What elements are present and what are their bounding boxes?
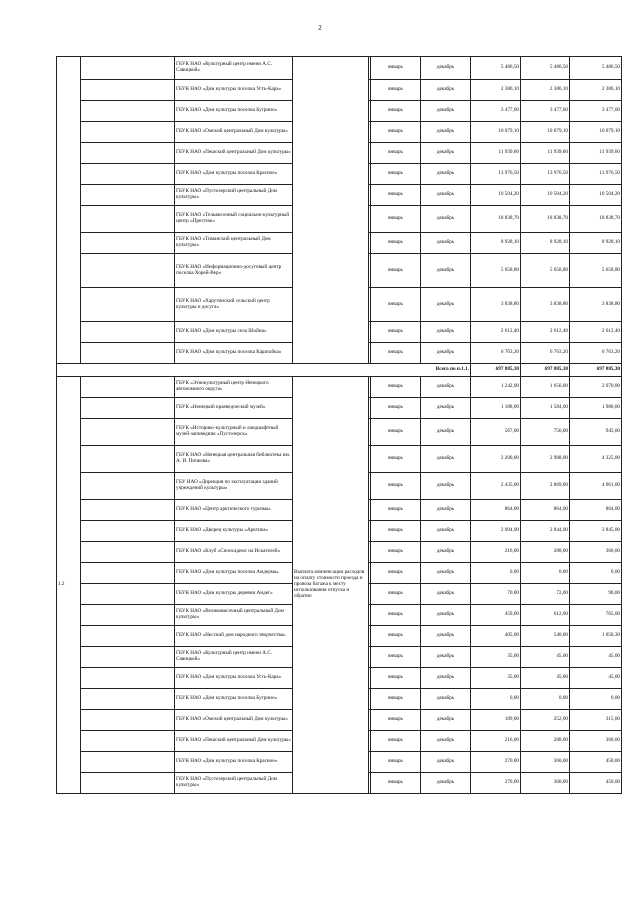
value-2-cell: 2 612,40 [521, 322, 570, 343]
org-name-cell: ГБУ НАО «Дирекция по эксплуатации зданий учреждений культуры» [175, 473, 293, 500]
org-name-cell: ГБУК НАО «Ненецкая центральная библиотека им. А. И. Пичкова» [175, 446, 293, 473]
value-2-cell: 1 584,00 [521, 398, 570, 419]
empty-cell [81, 377, 175, 398]
end-month-cell: декабрь [421, 419, 471, 446]
org-name-cell: ГБУК НАО «Омский центральный Дом культуры» [175, 122, 293, 143]
value-2-cell: 18 838,70 [521, 206, 570, 233]
org-name-cell: ГБУК НАО «Дом культуры поселка Каратайка» [175, 343, 293, 364]
value-1-cell: 2 435,00 [471, 473, 521, 500]
start-month-cell: январь [371, 377, 421, 398]
value-1-cell: 189,00 [471, 710, 521, 731]
value-2-cell: 360,00 [521, 773, 570, 794]
value-3-cell: 2 612,40 [570, 322, 622, 343]
end-month-cell: декабрь [421, 668, 471, 689]
org-name-cell: ГБУК НАО «Дом культуры поселка Усть-Кара» [175, 668, 293, 689]
value-2-cell: 10 079,10 [521, 122, 570, 143]
item-number-cell: 1.2 [57, 377, 81, 794]
start-month-cell: январь [371, 233, 421, 254]
value-2-cell: 288,00 [521, 542, 570, 563]
start-month-cell: январь [371, 446, 421, 473]
total-label-cell: Всего по п.1.1. [57, 364, 471, 377]
value-2-cell: 10 504,20 [521, 185, 570, 206]
org-name-cell: ГБУК НАО «Омский центральный Дом культуры» [175, 710, 293, 731]
value-3-cell: 4 325,00 [570, 446, 622, 473]
org-name-cell: ГБУК НАО «Дом культуры поселка Красное» [175, 752, 293, 773]
value-3-cell: 13 976,50 [570, 164, 622, 185]
end-month-cell: декабрь [421, 254, 471, 288]
empty-cell [81, 605, 175, 626]
value-2-cell: 8 928,10 [521, 233, 570, 254]
org-name-cell: ГБУК НАО «Харутинский сельский центр культуры и досуга» [175, 288, 293, 322]
value-3-cell: 3 838,80 [570, 288, 622, 322]
value-2-cell: 2 844,00 [521, 521, 570, 542]
value-3-cell: 0,00 [570, 689, 622, 710]
table-row [57, 377, 622, 398]
start-month-cell: январь [371, 473, 421, 500]
start-month-cell: январь [371, 254, 421, 288]
value-2-cell: 3 477,60 [521, 101, 570, 122]
value-2-cell: 2 386,10 [521, 80, 570, 101]
start-month-cell: январь [371, 322, 421, 343]
end-month-cell: декабрь [421, 584, 471, 605]
start-month-cell: январь [371, 164, 421, 185]
value-2-cell: 13 976,50 [521, 164, 570, 185]
value-1-cell: 11 939,60 [471, 143, 521, 164]
value-3-cell: 5 658,80 [570, 254, 622, 288]
end-month-cell: декабрь [421, 377, 471, 398]
budget-table [56, 56, 622, 794]
end-month-cell: декабрь [421, 500, 471, 521]
value-2-cell: 5 486,50 [521, 57, 570, 80]
empty-cell [81, 143, 175, 164]
value-1-cell: 270,00 [471, 773, 521, 794]
value-2-cell: 0,00 [521, 689, 570, 710]
value-2-cell: 612,00 [521, 605, 570, 626]
empty-cell [81, 322, 175, 343]
value-2-cell: 3 838,80 [521, 288, 570, 322]
org-name-cell: ГБУК «Этнокультурный центр Ненецкого автономного округа» [175, 377, 293, 398]
value-3-cell: 360,00 [570, 731, 622, 752]
start-month-cell: январь [371, 185, 421, 206]
value-1-cell: 10 504,20 [471, 185, 521, 206]
empty-cell [81, 80, 175, 101]
value-2-cell: 0,00 [521, 563, 570, 584]
value-3-cell: 10 079,10 [570, 122, 622, 143]
value-1-cell: 405,00 [471, 626, 521, 647]
value-1-cell: 2 094,00 [471, 521, 521, 542]
end-month-cell: декабрь [421, 521, 471, 542]
org-name-cell: ГБУК НАО «Дом культуры поселка Красное» [175, 164, 293, 185]
org-name-cell: ГБУК НАО «Пешский центральный Дом культуры» [175, 143, 293, 164]
start-month-cell: январь [371, 605, 421, 626]
org-name-cell: ГБУК НАО «Несский дом народного творчества» [175, 626, 293, 647]
end-month-cell: декабрь [421, 752, 471, 773]
empty-cell [81, 288, 175, 322]
value-1-cell: 0,00 [471, 563, 521, 584]
table-row [57, 57, 622, 80]
end-month-cell: декабрь [421, 80, 471, 101]
value-3-cell: 360,00 [570, 542, 622, 563]
empty-cell [81, 710, 175, 731]
value-1-cell: 459,00 [471, 605, 521, 626]
empty-cell [81, 101, 175, 122]
start-month-cell: январь [371, 143, 421, 164]
start-month-cell: январь [371, 343, 421, 364]
value-3-cell: 4 061,00 [570, 473, 622, 500]
org-name-cell: ГБУК НАО «Клуб «Спонсадемс на Искателей» [175, 542, 293, 563]
value-2-cell: 11 939,60 [521, 143, 570, 164]
value-2-cell: 6 763,20 [521, 343, 570, 364]
value-1-cell: 18 838,70 [471, 206, 521, 233]
value-3-cell: 6 763,20 [570, 343, 622, 364]
value-2-cell: 540,00 [521, 626, 570, 647]
value-1-cell: 216,00 [471, 731, 521, 752]
total-value-1-cell: 697 885,30 [471, 364, 521, 377]
empty-cell [81, 419, 175, 446]
end-month-cell: декабрь [421, 185, 471, 206]
value-1-cell: 2 200,00 [471, 446, 521, 473]
value-1-cell: 13 976,50 [471, 164, 521, 185]
total-row [57, 364, 622, 377]
value-1-cell: 0,00 [471, 689, 521, 710]
end-month-cell: декабрь [421, 398, 471, 419]
value-3-cell: 11 939,60 [570, 143, 622, 164]
empty-cell [81, 122, 175, 143]
value-2-cell: 864,00 [521, 500, 570, 521]
end-month-cell: декабрь [421, 773, 471, 794]
org-name-cell: ГБУК НАО «Дом культуры поселка Амдерма» [175, 563, 293, 584]
value-2-cell: 1 656,00 [521, 377, 570, 398]
value-2-cell: 2 988,00 [521, 446, 570, 473]
empty-cell [81, 563, 175, 584]
description-cell: Выплата компенсации расходов на оплату стоимости проезда и провоза багажа к месту использования отпуска и обратно [293, 377, 369, 794]
empty-cell [81, 233, 175, 254]
start-month-cell: январь [371, 689, 421, 710]
value-1-cell: 2 612,40 [471, 322, 521, 343]
org-name-cell: ГБУК НАО «Культурный центр имени А.С. Савицкой» [175, 647, 293, 668]
org-name-cell: ГБУК «Ненецкий краеведческий музей» [175, 398, 293, 419]
end-month-cell: декабрь [421, 101, 471, 122]
end-month-cell: декабрь [421, 710, 471, 731]
org-name-cell: ГБУК НАО «Дом культуры села Шойна» [175, 322, 293, 343]
start-month-cell: январь [371, 521, 421, 542]
start-month-cell: январь [371, 80, 421, 101]
org-name-cell: ГБУК НАО «Великовисочный центральный Дом культуры» [175, 605, 293, 626]
value-1-cell: 35,00 [471, 647, 521, 668]
value-1-cell: 35,00 [471, 668, 521, 689]
end-month-cell: декабрь [421, 206, 471, 233]
value-1-cell: 1 242,00 [471, 377, 521, 398]
value-2-cell: 2 869,00 [521, 473, 570, 500]
value-1-cell: 6 763,20 [471, 343, 521, 364]
value-3-cell: 45,00 [570, 647, 622, 668]
value-2-cell: 5 658,80 [521, 254, 570, 288]
end-month-cell: декабрь [421, 605, 471, 626]
value-2-cell: 360,00 [521, 752, 570, 773]
org-name-cell: ГБУК НАО «Центр арктического туризма» [175, 500, 293, 521]
value-3-cell: 450,00 [570, 773, 622, 794]
value-2-cell: 756,00 [521, 419, 570, 446]
value-1-cell: 270,00 [471, 752, 521, 773]
empty-cell [81, 752, 175, 773]
value-1-cell: 8 928,10 [471, 233, 521, 254]
total-value-2-cell: 697 885,30 [521, 364, 570, 377]
start-month-cell: январь [371, 773, 421, 794]
value-3-cell: 315,00 [570, 710, 622, 731]
value-1-cell: 864,00 [471, 500, 521, 521]
end-month-cell: декабрь [421, 731, 471, 752]
value-3-cell: 1 050,30 [570, 626, 622, 647]
org-name-cell: ГБУК НАО «Дворец культуры «Арктика» [175, 521, 293, 542]
empty-cell [81, 206, 175, 233]
empty-cell [81, 57, 175, 80]
start-month-cell: январь [371, 500, 421, 521]
empty-cell [81, 164, 175, 185]
empty-cell [81, 473, 175, 500]
value-2-cell: 72,00 [521, 584, 570, 605]
value-3-cell: 3 477,60 [570, 101, 622, 122]
empty-cell [81, 626, 175, 647]
end-month-cell: декабрь [421, 143, 471, 164]
start-month-cell: январь [371, 731, 421, 752]
page-number: 2 [318, 24, 322, 32]
start-month-cell: январь [371, 626, 421, 647]
org-name-cell: ГБУК НАО «Тиманский центральный Дом культуры» [175, 233, 293, 254]
start-month-cell: январь [371, 398, 421, 419]
start-month-cell: январь [371, 668, 421, 689]
value-3-cell: 10 504,20 [570, 185, 622, 206]
total-value-3-cell: 697 885,30 [570, 364, 622, 377]
start-month-cell: январь [371, 122, 421, 143]
empty-cell [81, 584, 175, 605]
value-3-cell: 18 838,70 [570, 206, 622, 233]
end-month-cell: декабрь [421, 322, 471, 343]
value-1-cell: 2 386,10 [471, 80, 521, 101]
end-month-cell: декабрь [421, 473, 471, 500]
start-month-cell: январь [371, 288, 421, 322]
org-name-cell: ГБУК НАО «Пешский центральный Дом культуры» [175, 731, 293, 752]
start-month-cell: январь [371, 419, 421, 446]
value-2-cell: 288,00 [521, 731, 570, 752]
start-month-cell: январь [371, 752, 421, 773]
end-month-cell: декабрь [421, 288, 471, 322]
start-month-cell: январь [371, 647, 421, 668]
empty-cell [81, 500, 175, 521]
end-month-cell: декабрь [421, 57, 471, 80]
end-month-cell: декабрь [421, 542, 471, 563]
empty-cell [81, 398, 175, 419]
end-month-cell: декабрь [421, 647, 471, 668]
empty-cell [81, 185, 175, 206]
end-month-cell: декабрь [421, 343, 471, 364]
value-2-cell: 45,00 [521, 647, 570, 668]
value-3-cell: 0,00 [570, 563, 622, 584]
org-name-cell: ГБУК НАО «Пустозерский центральный Дом культуры» [175, 773, 293, 794]
empty-cell [81, 668, 175, 689]
value-3-cell: 2 070,00 [570, 377, 622, 398]
org-name-cell: ГБУК НАО «Дом культуры поселка Бугрино» [175, 689, 293, 710]
empty-cell [81, 731, 175, 752]
end-month-cell: декабрь [421, 446, 471, 473]
empty-cell [81, 773, 175, 794]
value-3-cell: 1 980,00 [570, 398, 622, 419]
value-1-cell: 3 477,60 [471, 101, 521, 122]
item-number-cell [57, 57, 81, 364]
start-month-cell: январь [371, 563, 421, 584]
empty-cell [81, 254, 175, 288]
value-3-cell: 864,00 [570, 500, 622, 521]
value-1-cell: 3 838,80 [471, 288, 521, 322]
value-3-cell: 2 386,10 [570, 80, 622, 101]
value-2-cell: 252,00 [521, 710, 570, 731]
start-month-cell: январь [371, 584, 421, 605]
end-month-cell: декабрь [421, 626, 471, 647]
empty-cell [81, 343, 175, 364]
empty-cell [81, 542, 175, 563]
start-month-cell: январь [371, 57, 421, 80]
value-3-cell: 945,00 [570, 419, 622, 446]
value-3-cell: 3 845,00 [570, 521, 622, 542]
start-month-cell: январь [371, 206, 421, 233]
org-name-cell: ГБУК «Историко-культурный и ландшафтный музей-заповедник «Пустозерск» [175, 419, 293, 446]
end-month-cell: декабрь [421, 122, 471, 143]
value-1-cell: 5 486,50 [471, 57, 521, 80]
org-name-cell: ГБУК НАО «Дом культуры деревни Андег» [175, 584, 293, 605]
start-month-cell: январь [371, 710, 421, 731]
end-month-cell: декабрь [421, 563, 471, 584]
empty-cell [81, 521, 175, 542]
value-1-cell: 216,00 [471, 542, 521, 563]
org-name-cell: ГБУК НАО «Культурный центр имени А.С. Савицкой» [175, 57, 293, 80]
start-month-cell: январь [371, 101, 421, 122]
empty-cell [81, 689, 175, 710]
end-month-cell: декабрь [421, 164, 471, 185]
end-month-cell: декабрь [421, 689, 471, 710]
value-2-cell: 45,00 [521, 668, 570, 689]
end-month-cell: декабрь [421, 233, 471, 254]
value-3-cell: 765,00 [570, 605, 622, 626]
value-3-cell: 45,00 [570, 668, 622, 689]
empty-cell [81, 647, 175, 668]
value-1-cell: 1 188,00 [471, 398, 521, 419]
org-name-cell: ГБУК НАО «Тельвисочный социально-культурный центр «Престиж» [175, 206, 293, 233]
value-3-cell: 90,00 [570, 584, 622, 605]
empty-cell [81, 446, 175, 473]
org-name-cell: ГБУК НАО «Дом культуры поселка Усть-Кара» [175, 80, 293, 101]
org-name-cell: ГБУК НАО «Пустозерский центральный Дом культуры» [175, 185, 293, 206]
start-month-cell: январь [371, 542, 421, 563]
table-body [57, 57, 622, 794]
description-cell [293, 57, 369, 364]
value-3-cell: 8 928,10 [570, 233, 622, 254]
org-name-cell: ГБУК НАО «Дом культуры поселка Бугрино» [175, 101, 293, 122]
org-name-cell: ГБУК НАО «Информационно-досуговый центр поселка Хорей-Вер» [175, 254, 293, 288]
value-1-cell: 10 079,10 [471, 122, 521, 143]
value-1-cell: 70,00 [471, 584, 521, 605]
value-3-cell: 5 486,50 [570, 57, 622, 80]
value-1-cell: 5 658,80 [471, 254, 521, 288]
value-1-cell: 567,00 [471, 419, 521, 446]
value-3-cell: 450,00 [570, 752, 622, 773]
